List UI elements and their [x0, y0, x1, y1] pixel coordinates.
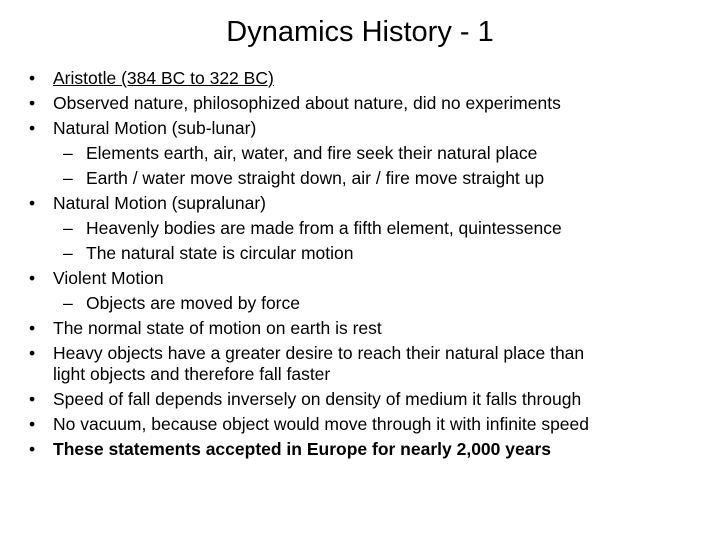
dash-icon: –	[63, 293, 73, 313]
sub-list-item	[0, 141, 720, 166]
dash-icon: –	[63, 243, 73, 263]
item-text: The normal state of motion on earth is rest	[53, 318, 382, 338]
sub-list-item	[0, 216, 720, 241]
list-item	[0, 191, 720, 216]
item-text-continuation: light objects and therefore fall faster	[53, 364, 331, 384]
list-item	[0, 116, 720, 141]
item-text: Speed of fall depends inversely on density of medium it falls through	[53, 389, 582, 409]
list-item	[0, 387, 720, 412]
list-item	[0, 437, 720, 462]
bullet-icon: •	[29, 93, 36, 113]
slide-title: Dynamics History - 1	[226, 16, 494, 48]
item-text: Aristotle (384 BC to 322 BC)	[53, 68, 274, 88]
item-text: These statements accepted in Europe for nearly 2,000 years	[53, 439, 551, 459]
bullet-icon: •	[29, 343, 36, 363]
list-item	[0, 91, 720, 116]
bullet-icon: •	[29, 389, 36, 409]
item-text: Objects are moved by force	[86, 293, 300, 313]
list-item	[0, 316, 720, 341]
list-item	[0, 412, 720, 437]
item-text: No vacuum, because object would move through it with infinite speed	[53, 414, 589, 434]
bullet-icon: •	[29, 118, 36, 138]
bullet-list	[0, 66, 720, 462]
item-text: Heavy objects have a greater desire to reach their natural place than	[53, 343, 585, 363]
bullet-icon: •	[29, 439, 36, 459]
item-text: Heavenly bodies are made from a fifth element, quintessence	[86, 218, 562, 238]
list-item	[0, 66, 720, 91]
sub-list-item	[0, 241, 720, 266]
sub-list-item	[0, 291, 720, 316]
item-text: Natural Motion (supralunar)	[53, 193, 267, 213]
item-text: Elements earth, air, water, and fire seek their natural place	[86, 143, 538, 163]
item-text: Violent Motion	[53, 268, 164, 288]
bullet-icon: •	[29, 68, 36, 88]
dash-icon: –	[63, 143, 73, 163]
dash-icon: –	[63, 218, 73, 238]
list-item	[0, 266, 720, 291]
bullet-icon: •	[29, 318, 36, 338]
dash-icon: –	[63, 168, 73, 188]
item-text: Natural Motion (sub-lunar)	[53, 118, 257, 138]
list-item	[0, 341, 720, 387]
bullet-icon: •	[29, 414, 36, 434]
item-text: Observed nature, philosophized about nature, did no experiments	[53, 93, 561, 113]
sub-list-item	[0, 166, 720, 191]
bullet-icon: •	[29, 268, 36, 288]
bullet-icon: •	[29, 193, 36, 213]
item-text: Earth / water move straight down, air / fire move straight up	[86, 168, 545, 188]
item-text: The natural state is circular motion	[86, 243, 354, 263]
